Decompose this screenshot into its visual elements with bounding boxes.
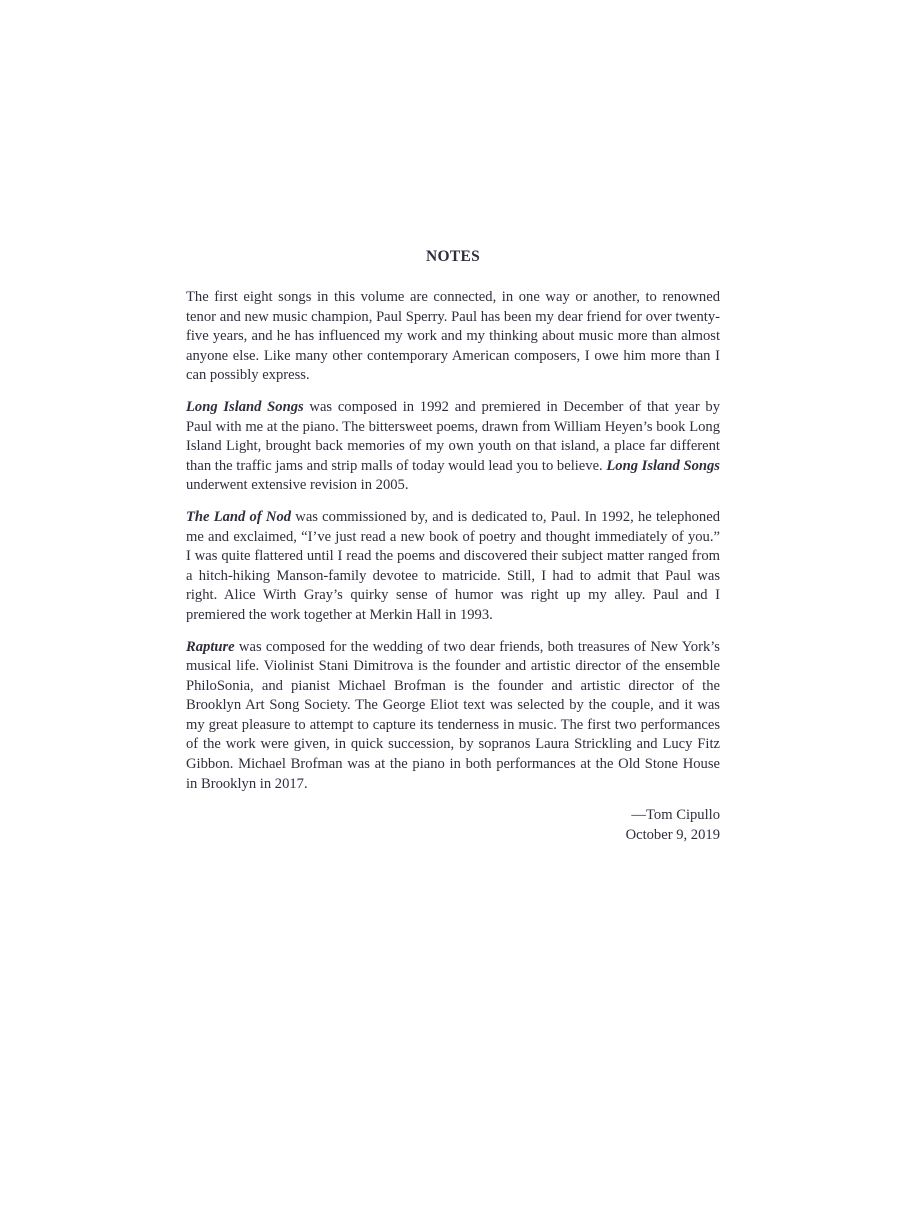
work-title-repeat: Long Island Songs [606,457,720,474]
work-title: The Land of Nod [186,508,292,525]
paragraph-text: The first eight songs in this volume are connected, in one way or another, to renowned tenor and new music champion, Paul Sperry. Paul has been my dear friend for over twenty-five years, and he has influenced my work and my thinking about music more than almost anyone else. Like many other contemporary American composers, I owe him more than I can possibly express. [186,289,720,384]
work-title: Rapture [186,638,235,655]
paragraph-text-end: underwent extensive revision in 2005. [186,477,409,494]
work-title: Long Island Songs [186,398,304,415]
notes-paragraph-intro [186,288,720,386]
notes-paragraph-rapture [186,638,720,795]
notes-page [186,247,720,845]
signature-block [186,806,720,845]
notes-paragraph-land-of-nod [186,508,720,626]
paragraph-text: was composed in 1992 and premiered in December of that year by Paul with me at the piano. The bittersweet poems, drawn from William Heyen’s book Long Island Light, brought back memories of my own youth on that island, a place far different than the traffic jams and strip malls of today would lead you to believe. [186,398,720,474]
author-signature: —Tom Cipullo [631,807,720,824]
page-title: NOTES [425,248,481,265]
signature-date: October 9, 2019 [625,826,720,843]
paragraph-text: was commissioned by, and is dedicated to, Paul. In 1992, he telephoned me and exclaimed, “I’ve just read a new book of poetry and thought immediately of you.” I was quite flattered until I read the poems and discovered their subject matter ranged from a hitch-hiking Manson-family devotee to matricide. Still, I had to admit that Paul was right. Alice Wirth Gray’s quirky sense of humor was right up my alley. Paul and I premiered the work together at Merkin Hall in 1993. [186,508,720,623]
paragraph-text: was composed for the wedding of two dear friends, both treasures of New York’s musical life. Violinist Stani Dimitrova is the founder and artistic director of the ensemble PhiloSonia, and pianist Michael Brofman is the founder and artistic director of the Brooklyn Art Song Society. The George Eliot text was selected by the couple, and it was my great pleasure to attempt to capture its tenderness in music. The first two performances of the work were given, in quick succession, by sopranos Laura Strickling and Lucy Fitz Gibbon. Michael Brofman was at the piano in both performances at the Old Stone House in Brooklyn in 2017. [186,638,720,792]
notes-paragraph-long-island-songs [186,398,720,496]
